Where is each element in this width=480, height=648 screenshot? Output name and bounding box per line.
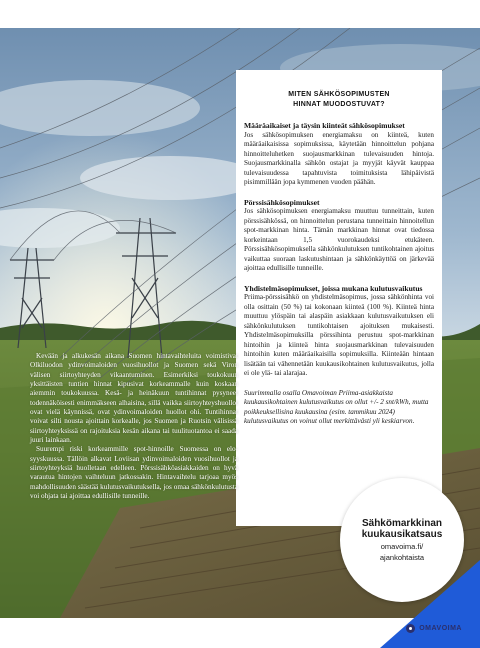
section-heading: Pörssisähkösopimukset [244, 197, 320, 207]
logo-icon [406, 624, 415, 633]
omavoima-logo [406, 624, 462, 633]
section-heading: Määräaikaiset ja täysin kiinteät sähkösopimukset [244, 121, 405, 130]
section-combination-contracts [244, 284, 434, 379]
badge-link[interactable]: ajankohtaista [379, 553, 425, 562]
section-fixed-contracts [244, 121, 434, 188]
badge-link[interactable]: omavoima.fi/ [380, 541, 424, 551]
overlay-paragraph: Kevään ja alkukesän aikana Suomen hintavaihteluita voimistivat Olkiluodon ydinvoimaloiden vuosihuollot ja Suomen sekä Viron välisen siirtoyhteyden vikaantuminen. Esimerkiksi toukokuun yksittäisten tuntien hinnat kipusivat korkeammalle kuin koskaan aiemmin toukokuussa. Kesä- ja heinäkuun tuntihinnat pysyneet todennäköisesti enimmäkseen alhaisina, sillä vaikka siirtoyhteyshuollot ovat vielä käynnissä, ovat ydinvoimaloiden huollot ohi. Tuntihinnat voivat silti nousta ajoittain korkealle, jos Suomen ja Ruotsin välisissä siirtoyhteyksissä on rajoituksia kesän aikana tai tuulituotantoa ei saada juuri lainkaan. [30, 352, 238, 445]
badge-title: Sähkömarkkinan [361, 517, 443, 529]
info-box [236, 70, 442, 526]
logo-text: OMAVOIMA [419, 625, 462, 632]
section-body: Jos sähkösopimuksen energiamaksu muuttuu tunneittain, kuten pörssisähkössä, on hinnoittelun perustana tunneittain hinnoitellun spot-markkinan hinta. Tämän markkinan hinnat ovat tiedossa korkeintaan 1,5 vuorokaudeksi etukäteen. Pörssisähkösopimuksella sähkönkulutuksen tuntikohtainen ajoitus vaikuttaa suoraan laskutushintaan ja sähkönkäyttöä on järkevää ajoittaa edullisille tunneille. [244, 207, 434, 272]
photo-overlay-text [30, 352, 238, 502]
badge-title: kuukausikatsaus [361, 528, 443, 540]
box-title: MITEN SÄHKÖSOPIMUSTEN HINNAT MUODOSTUVAT? [288, 91, 390, 108]
section-spot-contracts [244, 198, 434, 274]
section-heading: Yhdistelmäsopimukset, joissa mukana kulutusvaikutus [244, 283, 423, 293]
corner-decoration [360, 560, 480, 648]
overlay-paragraph: Suurempi riski korkeammille spot-hinnoille Suomessa on elo-syyskuussa. Tällöin alkavat Loviisan ydinvoimaloiden vuosihuollot ja siirtoyhteyksiä huolletaan edelleen. Pörssisähköasiakkaiden on hyvä varautua hintojen vaihteluun jatkossakin. Hintavaihtelu tarjoaa myös mahdollisuuden säästää kulutusvaikutuksella, jos omaa sähkönkulutusta voi ohjata tai ajoittaa edullisille tunneille. [30, 445, 238, 501]
section-body: Jos sähkösopimuksen energiamaksu on kiinteä, kuten määräaikaisissa sopimuksissa, käytetään hinnoittelun pohjana hinnoitteluhetken suojausmarkkinan tulevaisuuden hintoja. Suojausmarkkinalla sähkön ostajat ja myyjät käyvät kauppaa tulevaisuudessa tapahtuvista toimituksista lähipäivistä pisimmillään jopa kymmenen vuoden päähän. [244, 130, 434, 186]
section-body: Priima-pörssisähkö on yhdistelmäsopimus, jossa sähkönhinta voi olla osittain (50 %) tai kokonaan kiinteä (100 %). Kiinteä hinta muuttuu ylöspäin tai alaspäin asiakkaan kulutusvaikutuksen eli sähkönkulutuksen tuntikohtaisen ajoituksen mukaisesti. Yhdistelmäsopimuksilla pörssihinta perustuu spot-markkinan hintoihin ja kiinteä hinta suojausmarkkinan tulevaisuuden hintoihin kuten määräaikaisilla sopimuksilla. Kiinteään hintaan lisätään tai vähennetään kuukausikohtainen kulutusvaikutus, jolla ei ole ylä- tai alarajaa. [244, 293, 434, 377]
box-quote: Suurimmalla osalla Omavoiman Priima-asiakkaista kuukausikohtainen kulutusvaikutus on ollut +/- 2 snt/kWh, mutta poikkeuksellisina kuukausina (esim. tammikuu 2024) kulutusvaikutus on voinut ollut merkittävästi yli keskiarvon. [244, 388, 429, 425]
